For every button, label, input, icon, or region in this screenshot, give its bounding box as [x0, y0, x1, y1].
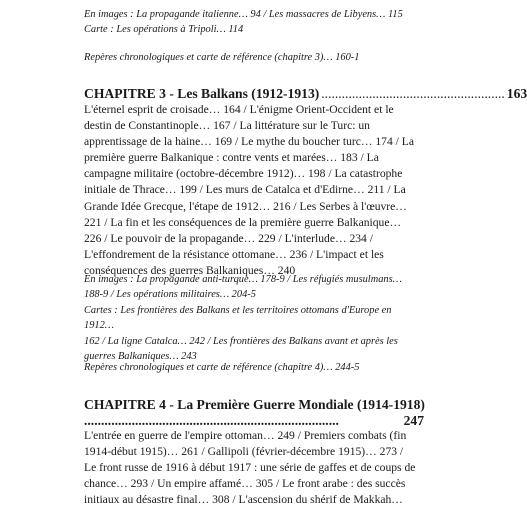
chapter3-title: CHAPITRE 3 - Les Balkans (1912-1913)	[84, 86, 320, 101]
reperes-chapter3: Repères chronologiques et carte de référence (chapitre 3)… 160-1	[84, 52, 360, 63]
chapter4-page: 247	[403, 413, 424, 428]
reperes-chapter4: Repères chronologiques et carte de référence (chapitre 4)… 244-5	[84, 362, 360, 373]
toc-line: initiaux au désastre final… 308 / L'ascension du shérif de Makkah…	[84, 493, 403, 507]
toc-line: chance… 293 / Un empire affamé… 305 / Le front arabe : des succès	[84, 477, 406, 491]
toc-line: 226 / Le pouvoir de la propagande… 229 / L'interlude… 234 /	[84, 231, 373, 245]
toc-line: apprentissage de la haine… 169 / Le mythe du boucher turc… 174 / La	[84, 135, 414, 149]
chapter3-page: 163	[506, 86, 527, 101]
chapter3-section	[84, 85, 527, 279]
toc-line: destin de Constantinople… 167 / La littérature sur le Turc: un	[84, 119, 370, 133]
chapter3-images-list	[84, 272, 424, 364]
toc-line: initiale de Thrace… 199 / Les murs de Catalca et d'Edirne… 211 / La	[84, 183, 406, 197]
toc-line: Grande Idée Grecque, l'étape de 1912… 216 / Les Serbes à l'œuvre…	[84, 199, 407, 213]
toc-line: Le front russe de 1916 à début 1917 : une série de gaffes et de coups de	[84, 461, 416, 475]
chapter2-images-list	[84, 7, 424, 38]
chapter4-contents	[84, 428, 424, 508]
leader-dots: ......................................................	[321, 86, 505, 101]
map-line: Carte : Les opérations à Tripoli… 114	[84, 24, 244, 36]
maps-line: guerres Balkaniques… 243	[84, 351, 197, 363]
chapter3-contents	[84, 102, 424, 279]
chapter3-heading[interactable]	[84, 85, 527, 102]
maps-line: 162 / La ligne Catalca… 242 / Les frontières des Balkans avant et après les	[84, 335, 398, 347]
images-line: 188-9 / Les opérations militaires… 204-5	[84, 289, 256, 301]
chapter4-leader	[84, 413, 424, 428]
toc-line: conséquences des guerres Balkaniques… 240	[84, 263, 296, 277]
toc-line: première guerre Balkanique : contre vents et marées… 183 / La	[84, 151, 379, 165]
toc-line: campagne militaire (octobre-décembre 1912)… 198 / La catastrophe	[84, 167, 403, 181]
chapter4-heading[interactable]	[84, 396, 424, 413]
images-line: En images : La propagande italienne… 94 / Les massacres de Libyens… 115	[84, 9, 403, 20]
toc-line: 1914-début 1915)… 261 / Gallipoli (février-décembre 1915)… 273 /	[84, 445, 404, 459]
images-line: En images : La propagande anti-turque… 178-9 / Les réfugiés musulmans…	[84, 274, 402, 285]
toc-line: 221 / La fin et les conséquences de la première guerre Balkanique…	[84, 215, 402, 229]
toc-line: L'éternel esprit de croisade… 164 / L'énigme Orient-Occident et le	[84, 103, 394, 116]
chapter4-title: CHAPITRE 4 - La Première Guerre Mondiale (1914-1918)	[84, 397, 425, 412]
maps-line: Cartes : Les frontières des Balkans et les territoires ottomans d'Europe en 1912…	[84, 304, 392, 332]
toc-line: L'entrée en guerre de l'empire ottoman… 249 / Premiers combats (fin	[84, 429, 407, 442]
toc-line: L'effondrement de la résistance ottomane… 236 / L'impact et les	[84, 247, 384, 261]
leader-dots: ...........................................................................	[84, 413, 339, 428]
chapter4-section	[84, 396, 424, 508]
